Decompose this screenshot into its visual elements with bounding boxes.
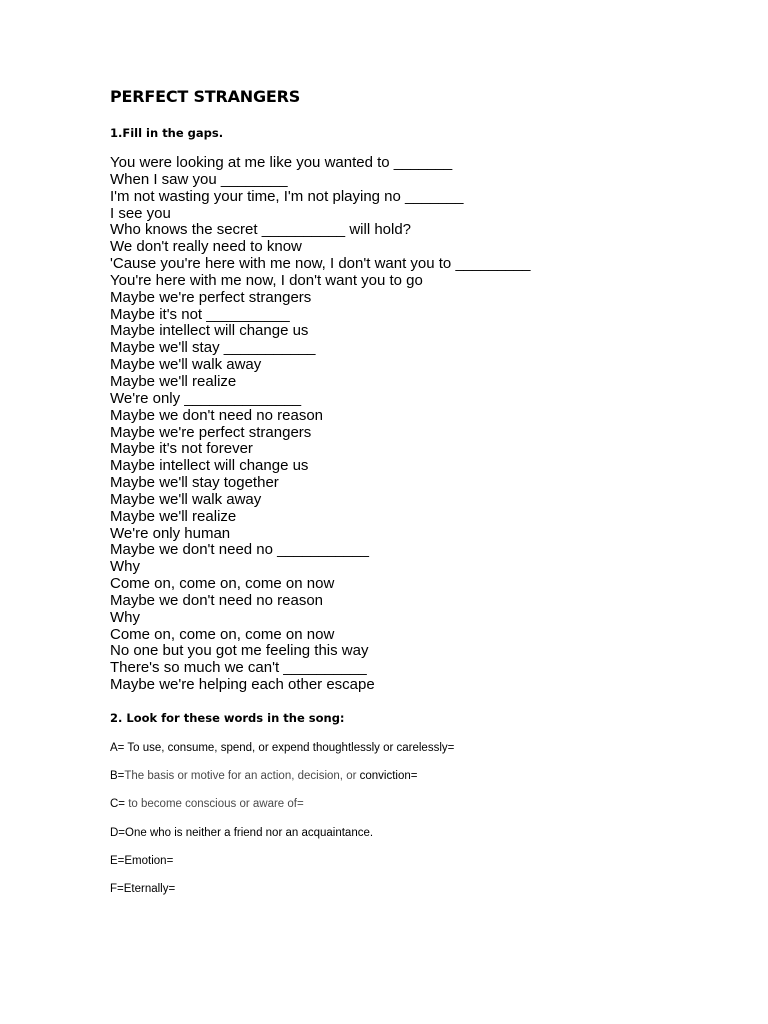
lyric-line: Maybe it's not __________: [110, 305, 290, 323]
lyric-line: Maybe we'll walk away: [110, 490, 262, 508]
lyric-line: I see you: [110, 204, 171, 222]
lyric-line: You were looking at me like you wanted to _______: [110, 154, 453, 171]
lyric-line: When I saw you ________: [110, 170, 288, 188]
lyric-line: We don't really need to know: [110, 238, 302, 256]
fill-in-gaps-heading: 1.Fill in the gaps.: [110, 126, 224, 140]
lyric-line: Maybe we're helping each other escape: [110, 676, 375, 694]
definition-b-prefix: B=: [110, 770, 125, 783]
lyric-line: Maybe we'll realize: [110, 372, 237, 390]
lyric-line: We're only human: [110, 524, 231, 542]
lyric-line: Maybe it's not forever: [110, 440, 253, 458]
lyric-line: You're here with me now, I don't want you to go: [110, 271, 423, 289]
lyric-line: Maybe we'll stay ___________: [110, 339, 316, 357]
lyric-line: There's so much we can't __________: [110, 659, 367, 677]
definition-b-suffix: conviction=: [359, 770, 418, 783]
lyric-line: Maybe we don't need no reason: [110, 591, 324, 609]
definition-d: D=One who is neither a friend nor an acquaintance.: [110, 826, 374, 839]
lyric-line: Maybe we don't need no ___________: [110, 541, 369, 559]
definition-c-prefix: C=: [110, 798, 126, 811]
definition-e: E=Emotion=: [110, 854, 174, 867]
definition-c: [110, 797, 454, 825]
lyric-line: Maybe intellect will change us: [110, 322, 309, 340]
worksheet-title: PERFECT STRANGERS: [110, 87, 301, 106]
lyric-line: Come on, come on, come on now: [110, 625, 335, 643]
definition-c-text: to become conscious or aware of=: [125, 798, 304, 811]
lyric-line: Why: [110, 558, 140, 576]
lyric-line: Maybe we'll realize: [110, 507, 237, 525]
lyric-line: Why: [110, 608, 140, 626]
lyric-line: 'Cause you're here with me now, I don't want you to _________: [110, 255, 531, 273]
lyric-line: I'm not wasting your time, I'm not playing no _______: [110, 187, 464, 205]
lyric-line: Who knows the secret __________ will hold?: [110, 221, 412, 239]
definition-a: A= To use, consume, spend, or expend thoughtlessly or carelessly=: [110, 742, 455, 754]
lyric-line: Come on, come on, come on now: [110, 575, 335, 593]
lyric-line: Maybe we're perfect strangers: [110, 288, 312, 306]
lyric-line: Maybe we'll walk away: [110, 356, 262, 374]
lyric-line: We're only ______________: [110, 389, 302, 407]
look-for-words-heading: 2. Look for these words in the song:: [110, 711, 345, 725]
lyric-line: Maybe we're perfect strangers: [110, 423, 312, 441]
definition-b: [110, 769, 454, 797]
lyric-line: Maybe we'll stay together: [110, 474, 279, 492]
lyric-line: Maybe intellect will change us: [110, 457, 309, 475]
lyric-line: Maybe we don't need no reason: [110, 406, 324, 424]
definitions-list: [110, 741, 454, 910]
definition-f: F=Eternally=: [110, 882, 176, 895]
lyric-line: No one but you got me feeling this way: [110, 642, 369, 660]
definition-b-text: The basis or motive for an action, decision, or: [124, 770, 360, 783]
lyrics-list: [110, 155, 531, 694]
